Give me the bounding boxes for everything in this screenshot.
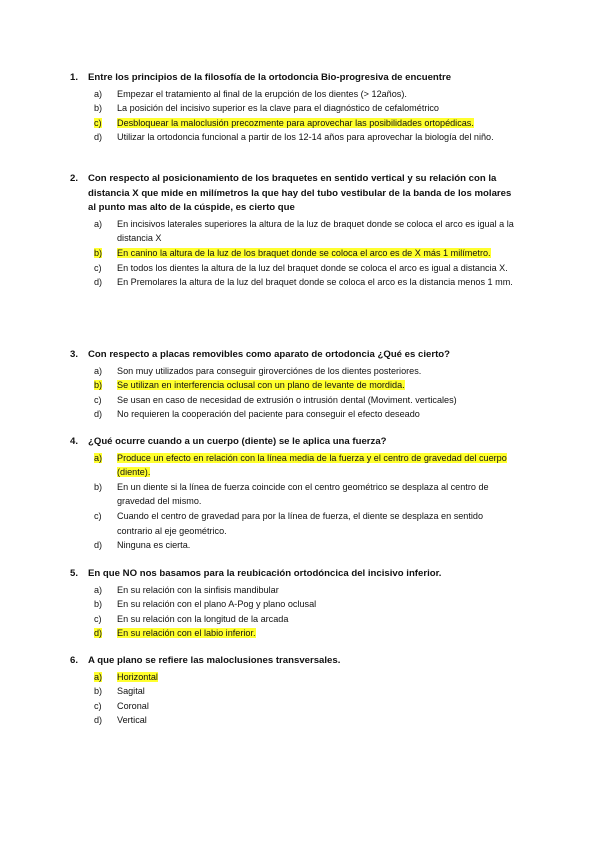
option-text: La posición del incisivo superior es la clave para el diagnóstico de cefalométrico <box>117 103 439 114</box>
option-letter: a) <box>94 365 103 376</box>
option-text: En un diente si la línea de fuerza coincide con el centro geométrico se desplaza al centro de gravedad del mismo. <box>117 481 489 507</box>
question-5 <box>70 567 520 641</box>
question-2 <box>70 172 520 290</box>
option-a <box>70 364 520 379</box>
option-text: Utilizar la ortodoncia funcional a partir de los 12-14 años para aprovechar la biología del niño. <box>117 132 494 143</box>
option-letter: d) <box>94 628 103 639</box>
option-c <box>70 509 520 538</box>
option-letter: d) <box>94 540 103 551</box>
option-d <box>70 130 520 145</box>
option-a-correct <box>70 451 520 480</box>
option-letter: b) <box>94 247 103 258</box>
option-letter: d) <box>94 715 103 726</box>
option-letter: b) <box>94 380 103 391</box>
option-letter: d) <box>94 409 103 420</box>
question-3-options <box>70 364 520 422</box>
question-number: 5. <box>70 568 79 579</box>
question-text: En que NO nos basamos para la reubicación ortodóncica del incisivo inferior. <box>88 568 442 579</box>
option-c <box>70 393 520 408</box>
option-text-highlighted: Produce un efecto en relación con la línea media de la fuerza y el centro de gravedad del cuerpo (diente). <box>117 452 507 478</box>
option-a <box>70 217 520 246</box>
option-b-correct <box>70 246 520 261</box>
option-c-correct <box>70 116 520 131</box>
option-b <box>70 480 520 509</box>
question-number: 4. <box>70 436 79 447</box>
option-text: Son muy utilizados para conseguir giroverciónes de los dientes posteriores. <box>117 365 422 376</box>
question-4-header <box>70 435 520 450</box>
option-text: En su relación con el plano A-Pog y plano oclusal <box>117 599 317 610</box>
option-letter: b) <box>94 481 103 492</box>
question-5-header <box>70 567 520 582</box>
option-c <box>70 612 520 627</box>
option-text: En su relación con la sinfisis mandibular <box>117 584 279 595</box>
option-text-highlighted: En su relación con el labio inferior. <box>117 628 256 639</box>
option-text: En incisivos laterales superiores la altura de la luz de braquet donde se coloca el arco es igual a la distancia X <box>117 218 514 244</box>
question-text: ¿Qué ocurre cuando a un cuerpo (diente) se le aplica una fuerza? <box>88 436 387 447</box>
question-text: Con respecto al posicionamiento de los braquetes en sentido vertical y su relación con la distancia X que mide en milímetros la que hay del tubo vestibular de la banda de los molares al punto mas alto de la cúspide, es cierto que <box>88 173 512 214</box>
option-text-highlighted: Horizontal <box>117 671 158 682</box>
option-letter: a) <box>94 452 103 463</box>
question-text: A que plano se refiere las maloclusiones transversales. <box>88 655 341 666</box>
option-text: Ninguna es cierta. <box>117 540 191 551</box>
option-letter: c) <box>94 394 102 405</box>
option-text-highlighted: En canino la altura de la luz de los braquet donde se coloca el arco es de X más 1 milímetro. <box>117 247 491 258</box>
option-d-correct <box>70 626 520 641</box>
option-text: No requieren la cooperación del paciente para conseguir el efecto deseado <box>117 409 420 420</box>
question-number: 1. <box>70 72 79 83</box>
question-number: 2. <box>70 173 79 184</box>
question-1-header <box>70 71 520 86</box>
option-d <box>70 713 520 728</box>
option-letter: b) <box>94 103 103 114</box>
question-3-header <box>70 348 520 363</box>
question-number: 3. <box>70 349 79 360</box>
option-text-highlighted: Se utilizan en interferencia oclusal con un plano de levante de mordida. <box>117 380 405 391</box>
question-1 <box>70 71 520 145</box>
question-4 <box>70 435 520 553</box>
question-2-header <box>70 172 520 216</box>
option-b <box>70 597 520 612</box>
option-text: Coronal <box>117 700 149 711</box>
option-text: En todos los dientes la altura de la luz del braquet donde se coloca el arco es igual a distancia X. <box>117 262 508 273</box>
option-c <box>70 699 520 714</box>
option-letter: d) <box>94 277 103 288</box>
option-text-highlighted: Desbloquear la maloclusión precozmente para aprovechar las posibilidades ortopédicas. <box>117 117 474 128</box>
option-text: Sagital <box>117 686 145 697</box>
option-text: Empezar el tratamiento al final de la erupción de los dientes (> 12años). <box>117 88 407 99</box>
option-text: Se usan en caso de necesidad de extrusión o intrusión dental (Moviment. verticales) <box>117 394 457 405</box>
option-c <box>70 261 520 276</box>
question-6-header <box>70 654 520 669</box>
option-a-correct <box>70 670 520 685</box>
option-text: En Premolares la altura de la luz del braquet donde se coloca el arco es la distancia menos 1 mm. <box>117 277 513 288</box>
option-letter: c) <box>94 613 102 624</box>
question-number: 6. <box>70 655 79 666</box>
question-2-options <box>70 217 520 290</box>
option-text: Cuando el centro de gravedad para por la línea de fuerza, el diente se desplaza en sentido contrario al eje geométrico. <box>117 510 484 536</box>
question-3 <box>70 348 520 422</box>
option-b <box>70 684 520 699</box>
option-letter: b) <box>94 599 103 610</box>
question-5-options <box>70 583 520 641</box>
option-letter: a) <box>94 218 103 229</box>
option-letter: a) <box>94 584 103 595</box>
question-text: Entre los principios de la filosofía de la ortodoncia Bio-progresiva de encuentre <box>88 72 452 83</box>
option-letter: d) <box>94 132 103 143</box>
option-a <box>70 583 520 598</box>
option-b-correct <box>70 378 520 393</box>
option-d <box>70 538 520 553</box>
option-b <box>70 101 520 116</box>
option-letter: c) <box>94 262 102 273</box>
question-6 <box>70 654 520 728</box>
option-text: En su relación con la longitud de la arcada <box>117 613 289 624</box>
option-d <box>70 407 520 422</box>
option-d <box>70 275 520 290</box>
question-1-options <box>70 87 520 145</box>
option-letter: a) <box>94 671 103 682</box>
option-a <box>70 87 520 102</box>
option-letter: c) <box>94 510 102 521</box>
option-letter: b) <box>94 686 103 697</box>
question-4-options <box>70 451 520 553</box>
option-text: Vertical <box>117 715 147 726</box>
question-6-options <box>70 670 520 728</box>
option-letter: a) <box>94 88 103 99</box>
option-letter: c) <box>94 117 102 128</box>
option-letter: c) <box>94 700 102 711</box>
question-text: Con respecto a placas removibles como aparato de ortodoncia ¿Qué es cierto? <box>88 349 451 360</box>
